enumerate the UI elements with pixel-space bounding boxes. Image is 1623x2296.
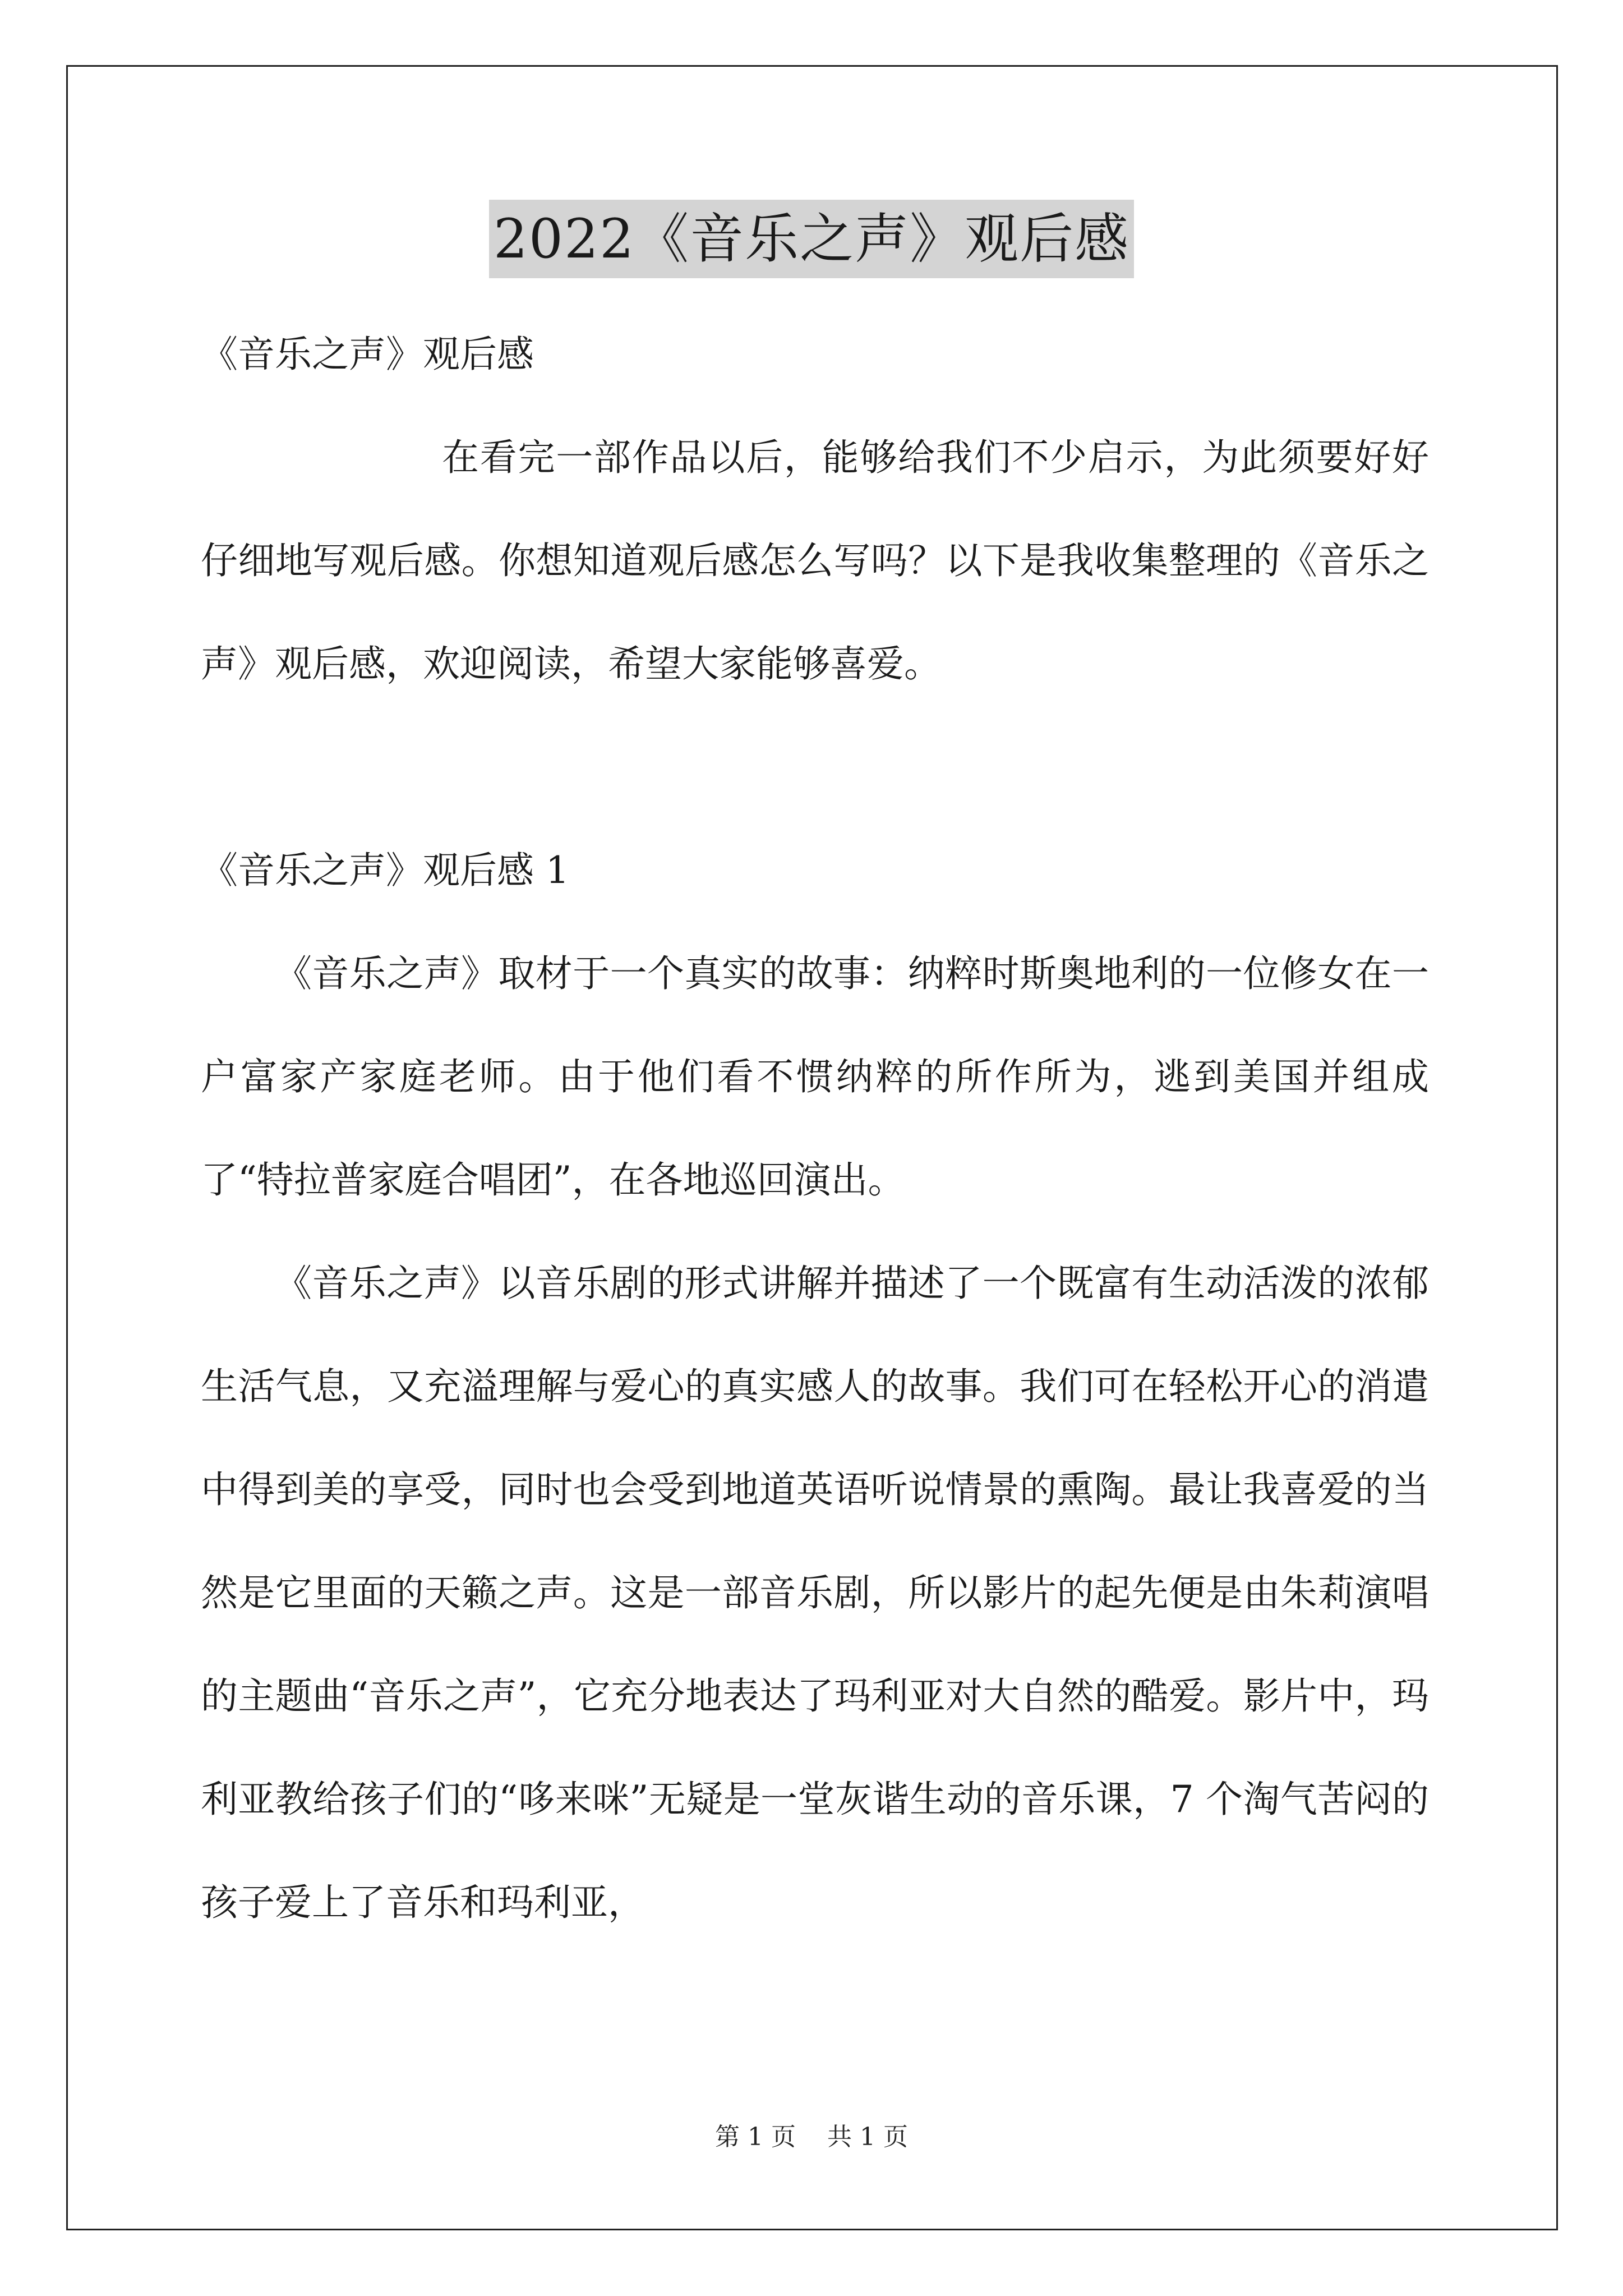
paragraph-spacer	[201, 716, 1429, 819]
body-paragraph: 《音乐之声》以音乐剧的形式讲解并描述了一个既富有生动活泼的浓郁生活气息，又充溢理解与爱心的真实感人的故事。我们可在轻松开心的消遣中得到美的享受，同时也会受到地道英语听说情景的熏陶。最让我喜爱的当然是它里面的天籁之声。这是一部音乐剧，所以影片的起先便是由朱莉演唱的主题曲“音乐之声”，它充分地表达了玛利亚对大自然的酷爱。影片中，玛利亚教给孩子们的“哆来咪”无疑是一堂灰谐生动的音乐课，7 个淘气苦闷的孩子爱上了音乐和玛利亚，	[201, 1262, 1429, 1924]
page-footer	[0, 2120, 1623, 2154]
body-paragraph: 《音乐之声》取材于一个真实的故事：纳粹时斯奥地利的一位修女在一户富家产家庭老师。由于他们看不惯纳粹的所作所为，逃到美国并组成了“特拉普家庭合唱团”，在各地巡回演出。	[201, 952, 1429, 1202]
intro-paragraph: 在看完一部作品以后，能够给我们不少启示，为此须要好好仔细地写观后感。你想知道观后感怎么写吗？以下是我收集整理的《音乐之声》观后感，欢迎阅读，希望大家能够喜爱。	[201, 436, 1429, 685]
title-container	[0, 200, 1623, 278]
page-total: 共 1 页	[827, 2123, 908, 2151]
subtitle-line: 《音乐之声》观后感	[201, 333, 534, 376]
document-body	[201, 303, 1429, 1954]
document-title: 2022《音乐之声》观后感	[489, 200, 1134, 278]
page-number: 第 1 页	[715, 2123, 796, 2151]
section-heading: 《音乐之声》观后感 1	[201, 849, 569, 892]
